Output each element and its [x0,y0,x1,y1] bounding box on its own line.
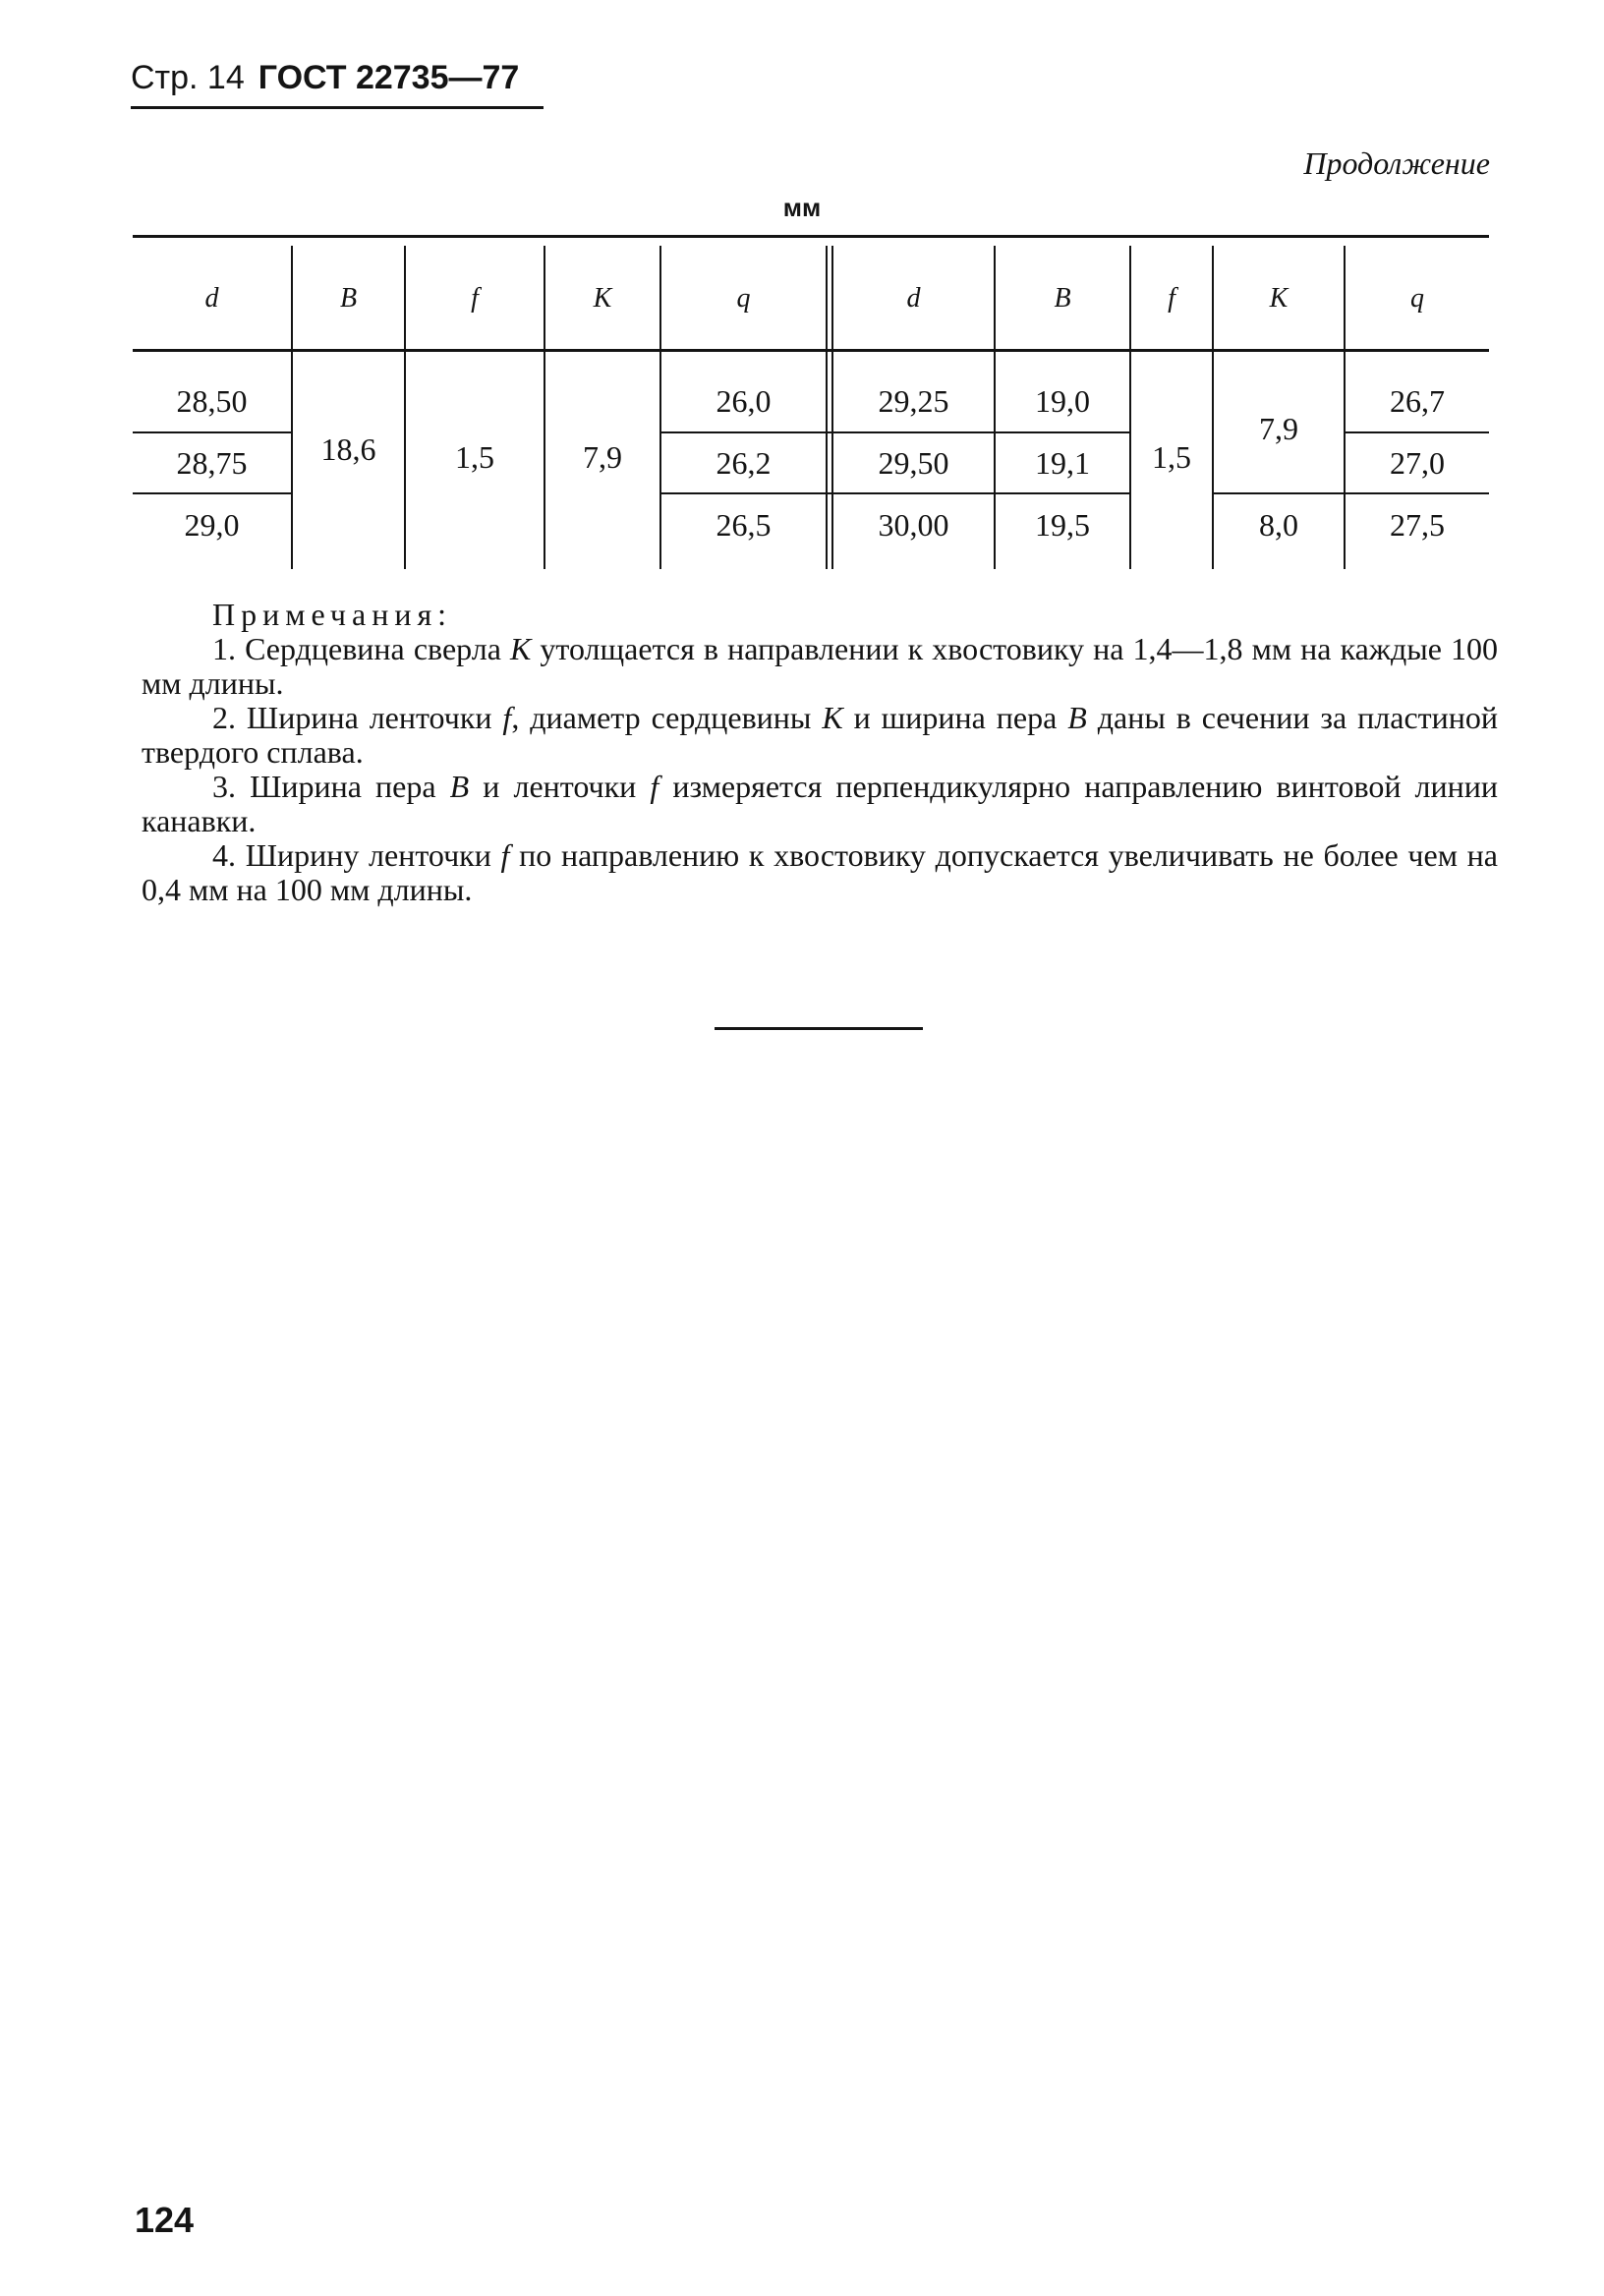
note-text: 2. Ширина ленточки [212,700,503,735]
notes-section [142,598,1498,907]
note-variable: K [509,631,532,666]
column-rule [826,246,828,569]
table-header-rule [133,349,1489,352]
note-variable: B [449,769,470,804]
row-rule [1212,492,1489,494]
table-cell: 26,5 [716,506,772,543]
row-rule [1344,431,1489,433]
note-variable: K [822,700,843,735]
page-label: Стр. 14 [131,59,245,96]
row-rule [659,431,1129,433]
note-item [142,770,1498,838]
column-header-q: q [736,283,751,314]
row-rule [133,431,291,433]
table-cell: 29,50 [878,444,949,481]
row-rule [133,492,291,494]
column-header-b: B [1054,283,1071,314]
notes-title: Примечания: [212,597,453,632]
table-cell: 27,5 [1390,506,1445,543]
column-header-b: B [339,283,358,314]
column-header-d: d [204,283,219,314]
table-cell: 7,9 [1259,410,1298,446]
column-header-q: q [1410,283,1424,314]
note-text: и ленточки [469,769,651,804]
table-cell: 27,0 [1390,444,1445,481]
table-cell: 26,7 [1390,382,1445,419]
column-header-f: f [471,283,479,314]
note-variable: f [500,837,510,873]
note-text: утолщается в направлении к хвостовику на 1,4—1,8 мм на каждые 100 мм длины. [142,631,1499,701]
note-variable: f [650,769,659,804]
note-text: 4. Ширину ленточки [212,837,501,873]
page-number: 124 [135,2200,195,2240]
note-text: даны в сечении за пластиной твердого сплава. [142,700,1499,770]
note-item [142,701,1498,770]
note-text: 1. Сердцевина сверла [212,631,510,666]
note-item [142,838,1498,907]
table-cell: 29,0 [184,506,240,543]
note-text: 3. Ширина пера [212,769,450,804]
note-text: измеряется перпендикулярно направлению винтовой линии канавки. [142,769,1499,838]
note-variable: B [1067,700,1087,735]
column-header-k: K [1269,283,1289,314]
table-cell: 1,5 [1152,438,1191,475]
table-top-rule [133,235,1489,238]
header-rule [131,106,544,109]
note-item [142,632,1498,701]
table-cell: 26,2 [716,444,772,481]
table-cell: 26,0 [716,382,772,419]
column-header-f: f [1168,283,1175,314]
dimensions-table [133,235,1489,569]
table-cell: 19,5 [1035,506,1090,543]
table-cell: 1,5 [455,438,494,475]
section-end-rule [715,1027,923,1030]
table-cell: 28,75 [176,444,248,481]
standard-code: ГОСТ 22735—77 [258,59,520,96]
table-cell: 30,00 [878,506,949,543]
table-cell: 18,6 [320,430,376,467]
note-text: по направлению к хвостовику допускается увеличивать не более чем на 0,4 мм на 100 мм длины. [142,837,1499,907]
column-header-k: K [593,283,612,314]
note-text: и ширина пера [842,700,1068,735]
table-cell: 7,9 [583,438,622,475]
table-cell: 28,50 [176,382,248,419]
table-cell: 29,25 [878,382,949,419]
table-cell: 19,0 [1035,382,1090,419]
row-rule [659,492,1129,494]
table-cell: 8,0 [1259,506,1298,543]
continuation-label: Продолжение [1303,145,1490,181]
table-cell: 19,1 [1035,444,1090,481]
units-label: мм [782,193,822,222]
page-header [131,59,519,97]
note-variable: f [502,700,512,735]
note-text: , диаметр сердцевины [511,700,823,735]
column-header-d: d [906,283,921,314]
